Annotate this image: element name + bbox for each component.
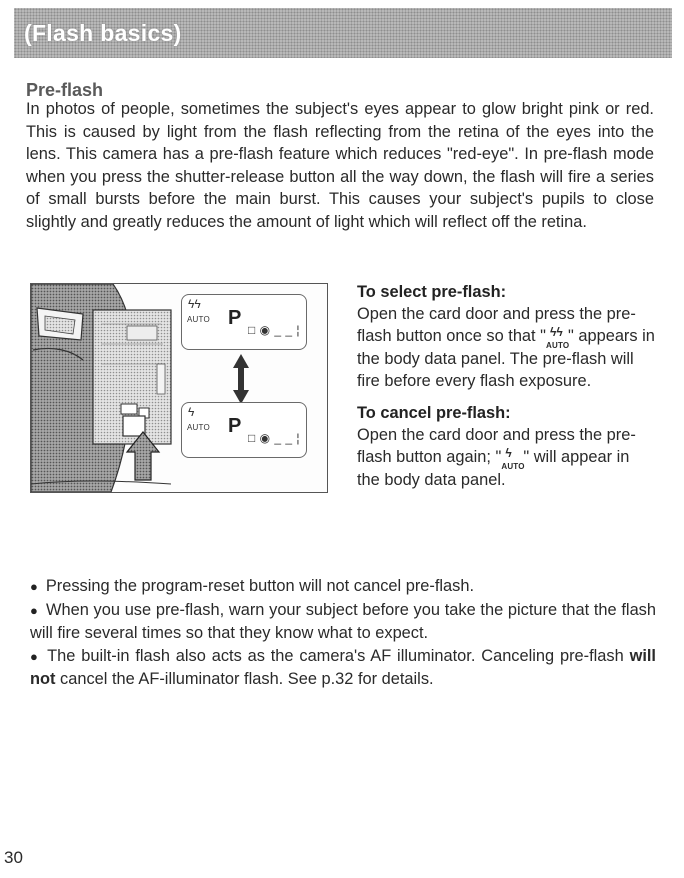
program-mode-label: P <box>228 415 242 437</box>
bullet-icon: ● <box>30 579 38 594</box>
bullet-icon: ● <box>30 648 40 664</box>
preflash-symbol: ϟϟ <box>188 297 201 311</box>
program-mode-label: P <box>228 307 242 329</box>
auto-label: AUTO <box>187 423 210 432</box>
select-text: Open the card door and press the pre-flash button once so that " ϟϟ AUTO " appears in the body data panel. The pre-flash will fire before every flash exposure. <box>357 305 655 390</box>
emphasis-will-not: will not <box>30 646 656 689</box>
data-panel-normal <box>181 402 307 458</box>
data-panel-preflash <box>181 294 307 350</box>
cancel-title: To cancel pre-flash: <box>357 404 511 423</box>
flash-auto-symbol: ϟ AUTO <box>501 446 525 472</box>
section-title: Pre-flash <box>26 80 104 100</box>
page-number: 30 <box>4 848 23 867</box>
bullet-icon: ● <box>30 602 39 618</box>
note-item: ● When you use pre-flash, warn your subject before you take the picture that the flash will fire several times so that they know what to expect. <box>30 600 656 643</box>
flash-symbol: ϟ <box>188 405 195 419</box>
camera-illustration <box>30 283 328 493</box>
section-banner <box>14 8 672 58</box>
instructions <box>357 282 655 491</box>
auto-label: AUTO <box>187 315 210 324</box>
preflash-auto-symbol: ϟϟ AUTO <box>545 325 570 351</box>
banner-title: (Flash basics) <box>24 20 182 46</box>
cancel-text: Open the card door and press the pre-flash button again; " ϟ AUTO " will appear in the body data panel. <box>357 426 636 489</box>
intro-paragraph: In photos of people, sometimes the subject's eyes appear to glow bright pink or red. This is caused by light from the flash reflecting from the retina of the eyes into the lens. This camera has a pre-flash feature which reduces "red-eye". In pre-flash mode when you press the shutter-release button all the way down, the flash will fire a series of small bursts before the main burst. This causes your subject's pupils to close slightly and greatly reduces the amount of light which will reflect off the retina. <box>26 100 654 231</box>
panel-indicators: □ ◉ _ _ ¦ <box>248 323 301 337</box>
select-title: To select pre-flash: <box>357 283 507 301</box>
toggle-arrow <box>233 354 249 404</box>
notes-list <box>30 575 656 691</box>
panel-indicators: □ ◉ _ _ ¦ <box>248 431 301 445</box>
note-item: ● The built-in flash also acts as the camera's AF illuminator. Canceling pre-flash will not cancel the AF-illuminator flash. See p.32 for details. <box>30 646 656 689</box>
note-item: ● Pressing the program-reset button will not cancel pre-flash. <box>30 577 475 595</box>
